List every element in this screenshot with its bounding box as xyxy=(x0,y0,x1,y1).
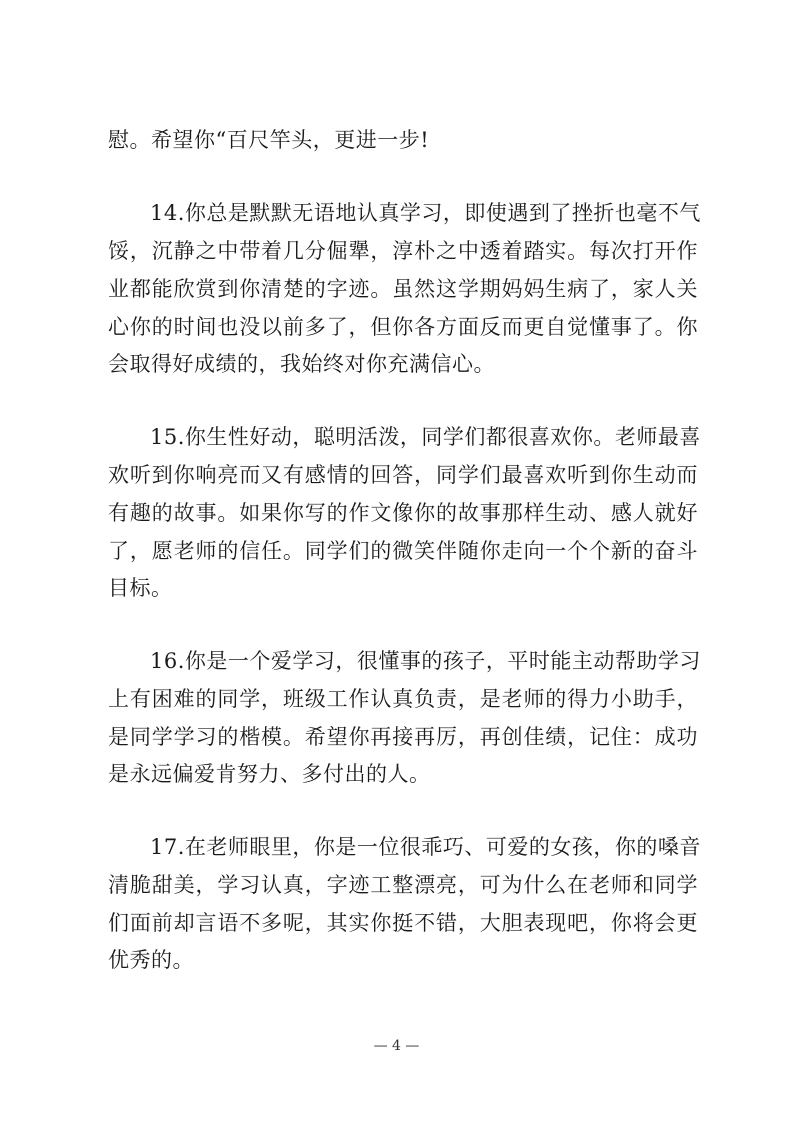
paragraph-line: 是永远偏爱肯努力、多付出的人。 xyxy=(108,762,431,786)
paragraph-line: 上有困难的同学，班级工作认真负责，是老师的得力小助手， xyxy=(108,687,698,711)
paragraph-line: 了，愿老师的信任。同学们的微笑伴随你走向一个个新的奋斗 xyxy=(108,539,698,563)
paragraph-line: 有趣的故事。如果你写的作文像你的故事那样生动、感人就好 xyxy=(108,501,698,525)
paragraph-line: 17.在老师眼里，你是一位很乖巧、可爱的女孩，你的嗓音 xyxy=(150,835,701,859)
paragraph-line: 14.你总是默默无语地认真学习，即使遇到了挫折也毫不气 xyxy=(150,201,701,225)
page-number: — 4 — xyxy=(373,1038,420,1054)
paragraph-line: 16.你是一个爱学习，很懂事的孩子，平时能主动帮助学习 xyxy=(150,649,701,673)
paragraph-line: 欢听到你响亮而又有感情的回答，同学们最喜欢听到你生动而 xyxy=(108,463,698,487)
paragraph-line: 馁，沉静之中带着几分倔犟，淳朴之中透着踏实。每次打开作 xyxy=(108,239,698,263)
paragraph-line: 15.你生性好动，聪明活泼，同学们都很喜欢你。老师最喜 xyxy=(150,425,701,449)
paragraph-line: 心你的时间也没以前多了，但你各方面反而更自觉懂事了。你 xyxy=(108,315,698,339)
paragraph-line: 业都能欣赏到你清楚的字迹。虽然这学期妈妈生病了，家人关 xyxy=(108,277,698,301)
paragraph-line: 会取得好成绩的，我始终对你充满信心。 xyxy=(108,352,495,376)
paragraph-line: 目标。 xyxy=(108,576,173,600)
paragraph-line: 优秀的。 xyxy=(108,948,194,972)
paragraph-line: 清脆甜美，学习认真，字迹工整漂亮，可为什么在老师和同学 xyxy=(108,873,698,897)
paragraph-line: 们面前却言语不多呢，其实你挺不错，大胆表现吧，你将会更 xyxy=(108,911,698,935)
paragraph-line: 是同学学习的楷模。希望你再接再厉，再创佳绩，记住：成功 xyxy=(108,725,698,749)
paragraph-line: 慰。希望你“百尺竿头，更进一步! xyxy=(108,128,430,152)
